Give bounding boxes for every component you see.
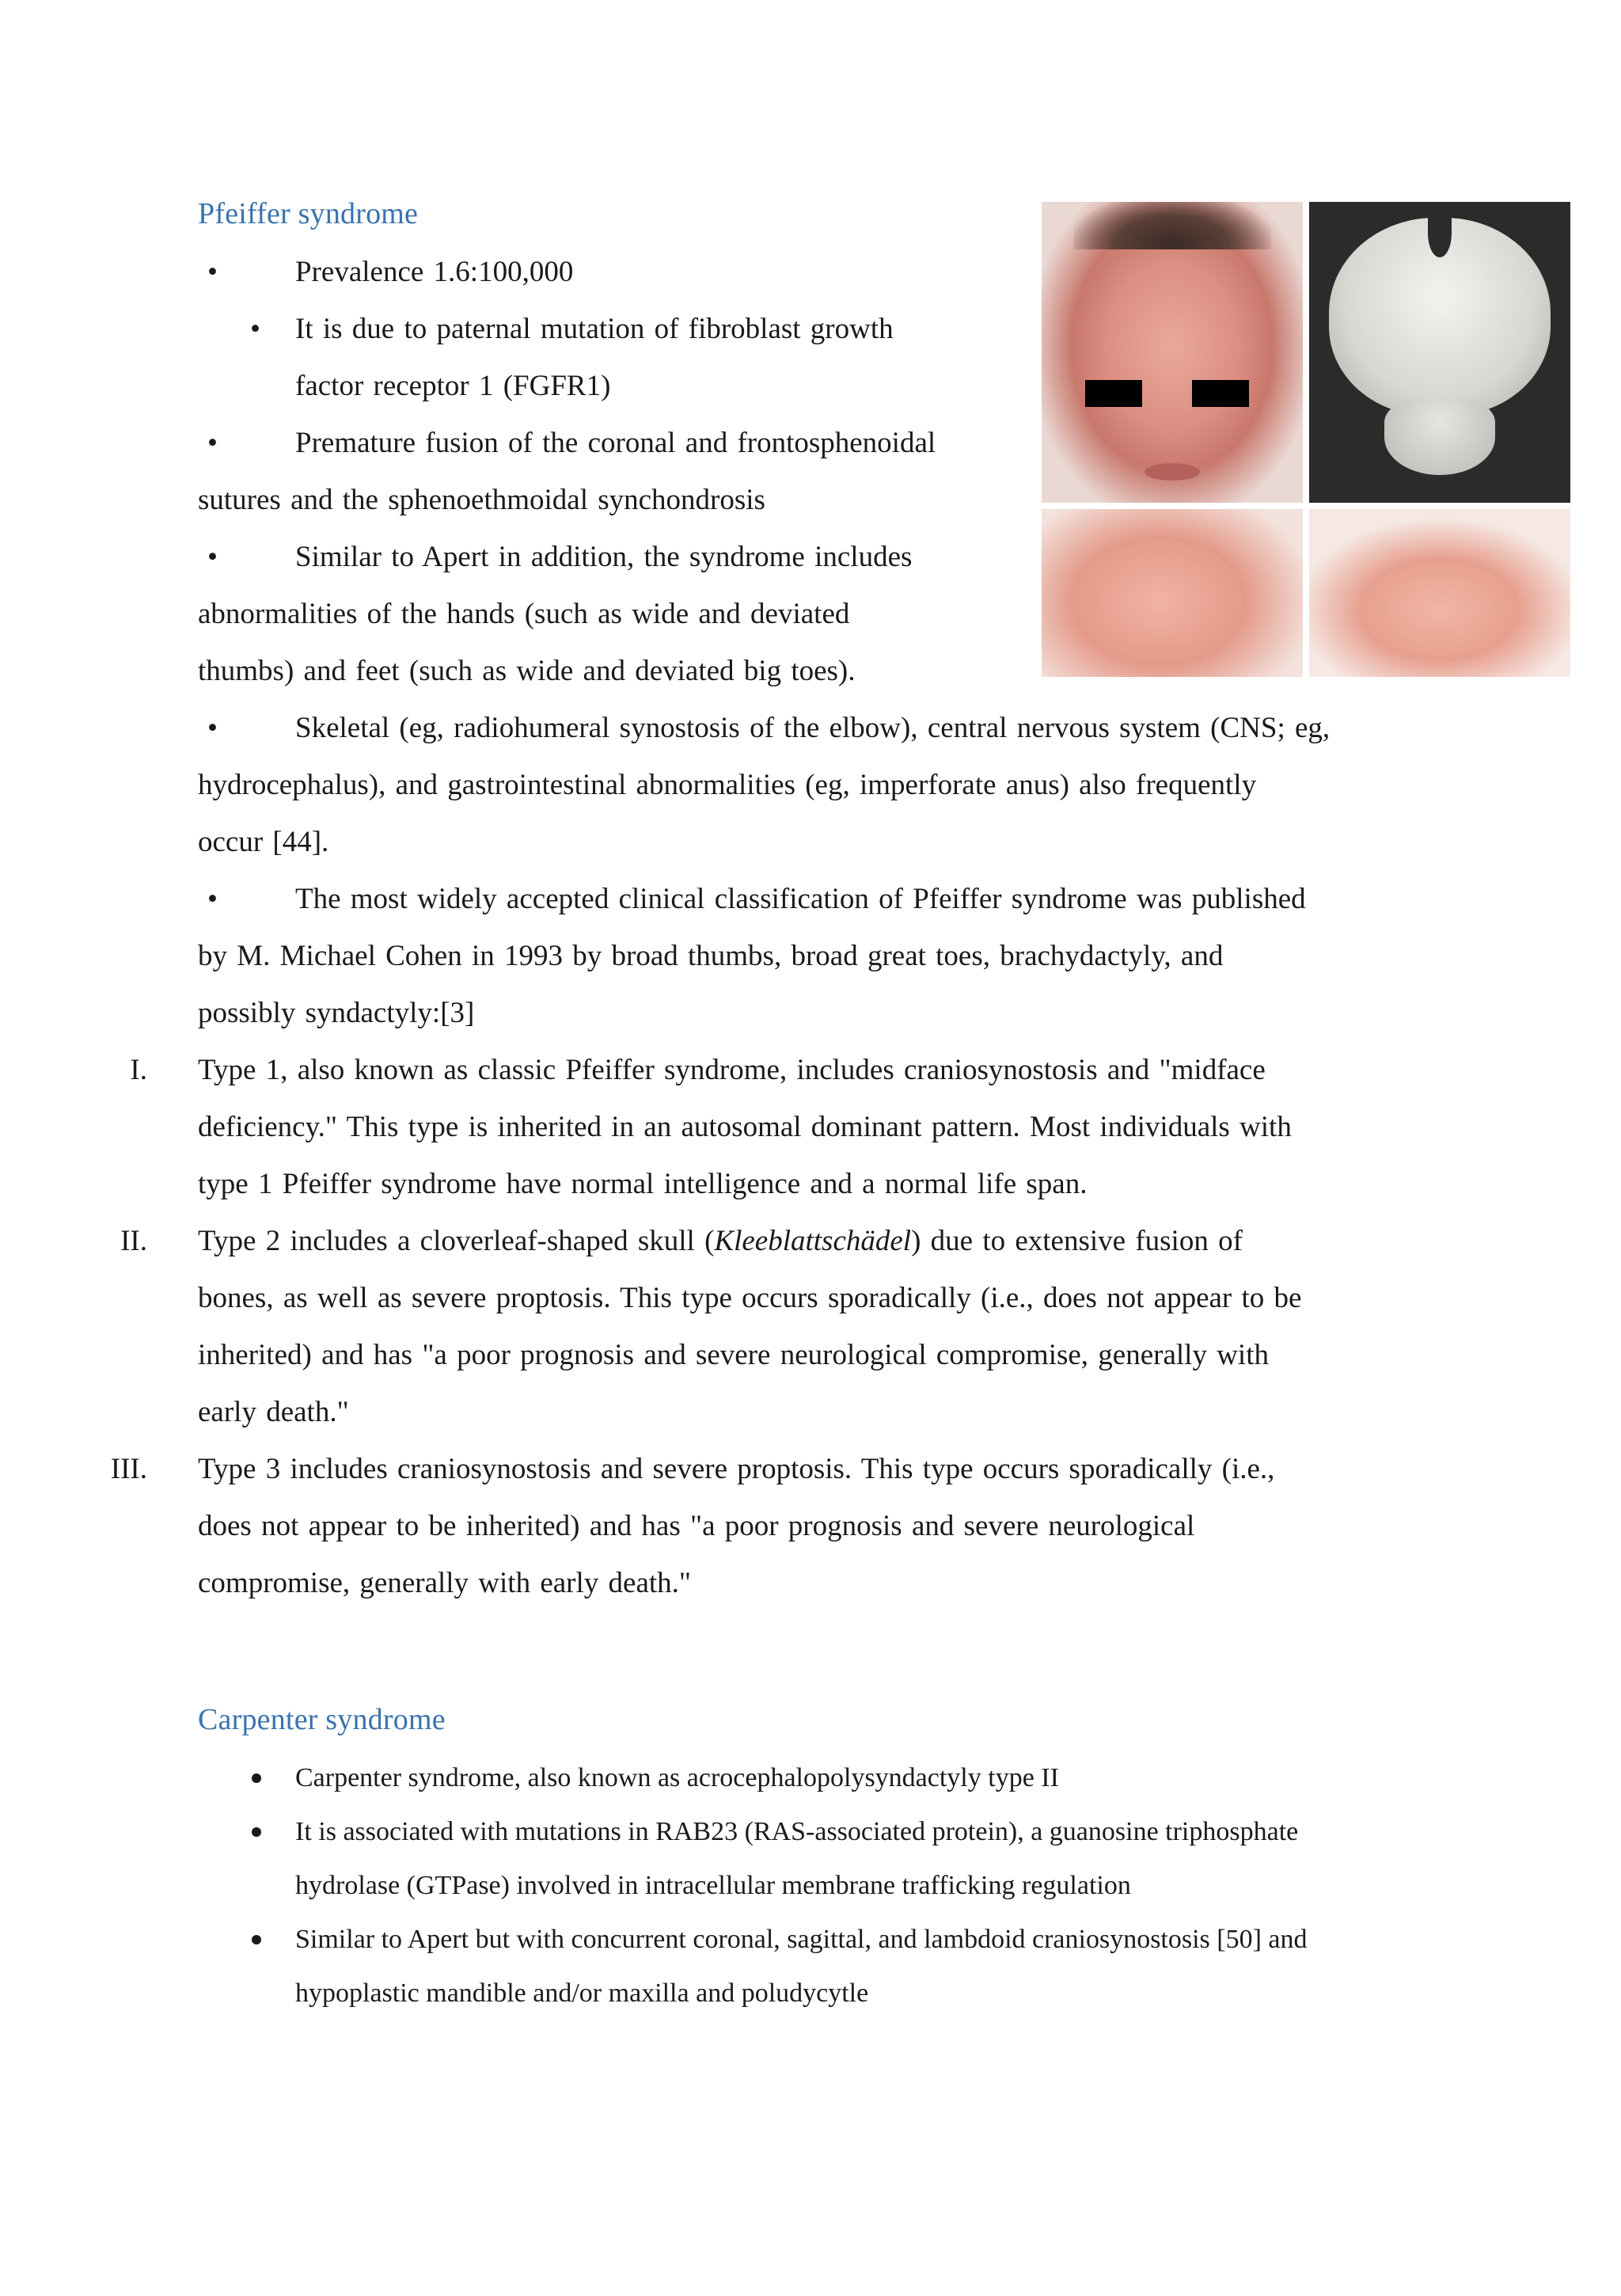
bullet-3: • [207,427,218,459]
pfeiffer-apert-line1: Similar to Apert in addition, the syndrome includes [295,541,913,573]
carpenter-bullet-1 [252,1773,261,1783]
pfeiffer-prevalence: Prevalence 1.6:100,000 [295,256,574,288]
pfeiffer-classification-line2: by M. Michael Cohen in 1993 by broad thumbs, broad great toes, brachydactyly, and [198,940,1224,972]
type-3-line2: does not appear to be inherited) and has "a poor prognosis and severe neurological [198,1510,1195,1542]
type-2-line1 [198,1224,1243,1259]
type-3-line1: Type 3 includes craniosynostosis and severe proptosis. This type occurs sporadically (i.e., [198,1453,1275,1485]
pfeiffer-classification-line3: possibly syndactyly:[3] [198,997,475,1029]
carpenter-apert-line1: Similar to Apert but with concurrent coronal, sagittal, and lambdoid craniosynostosis [50] and [295,1925,1308,1954]
bullet-2: • [250,313,260,345]
pfeiffer-photo-collage [1042,202,1570,677]
carpenter-rab23-line2: hydrolase (GTPase) involved in intracellular membrane trafficking regulation [295,1871,1131,1900]
kleeblattschadel-term: Kleeblattschädel [714,1225,912,1257]
skull-ct-image [1309,202,1570,503]
bullet-6: • [207,883,218,915]
type-2-line1-pre: Type 2 includes a cloverleaf-shaped skull ( [198,1225,715,1257]
type-1-line2: deficiency." This type is inherited in an autosomal dominant pattern. Most individuals with [198,1111,1292,1143]
infant-face-photo [1042,202,1303,503]
type-2-line2: bones, as well as severe proptosis. This type occurs sporadically (i.e., does not appear to be [198,1282,1302,1314]
type-2-line3: inherited) and has "a poor prognosis and severe neurological compromise, generally with [198,1339,1269,1371]
type-2-numeral: II. [120,1225,147,1257]
carpenter-aka: Carpenter syndrome, also known as acrocephalopolysyndactyly type II [295,1763,1059,1792]
type-3-line3: compromise, generally with early death." [198,1567,692,1599]
pfeiffer-heading: Pfeiffer syndrome [198,197,419,230]
carpenter-rab23-line1: It is associated with mutations in RAB23 (RAS-associated protein), a guanosine triphosphate [295,1817,1299,1846]
type-1-numeral: I. [130,1054,147,1086]
pfeiffer-skeletal-line3: occur [44]. [198,826,329,858]
pfeiffer-fusion-line1: Premature fusion of the coronal and frontosphenoidal [295,427,936,459]
type-3-numeral: III. [110,1453,147,1485]
bullet-1: • [207,256,218,288]
pfeiffer-fusion-line2: sutures and the sphenoethmoidal synchondrosis [198,484,765,516]
type-2-line1-post: ) due to extensive fusion of [911,1225,1243,1257]
type-1-line1: Type 1, also known as classic Pfeiffer syndrome, includes craniosynostosis and "midface [198,1054,1266,1086]
broad-thumb-hand-photo [1042,509,1303,677]
pfeiffer-fgfr1-line1: It is due to paternal mutation of fibroblast growth [295,313,894,345]
carpenter-bullet-2 [252,1827,261,1837]
type-2-line4: early death." [198,1396,349,1428]
pfeiffer-apert-line2: abnormalities of the hands (such as wide and deviated [198,598,850,630]
pfeiffer-apert-line3: thumbs) and feet (such as wide and deviated big toes). [198,655,856,687]
broad-toe-foot-photo [1309,509,1570,677]
carpenter-heading: Carpenter syndrome [198,1703,446,1736]
pfeiffer-classification-line1: The most widely accepted clinical classification of Pfeiffer syndrome was published [295,883,1306,915]
pfeiffer-skeletal-line1: Skeletal (eg, radiohumeral synostosis of the elbow), central nervous system (CNS; eg, [295,712,1331,744]
pfeiffer-skeletal-line2: hydrocephalus), and gastrointestinal abnormalities (eg, imperforate anus) also frequently [198,769,1257,801]
type-1-line3: type 1 Pfeiffer syndrome have normal intelligence and a normal life span. [198,1168,1088,1200]
pfeiffer-fgfr1-line2: factor receptor 1 (FGFR1) [295,370,611,402]
carpenter-apert-line2: hypoplastic mandible and/or maxilla and poludycytle [295,1979,869,2008]
bullet-4: • [207,541,218,573]
bullet-5: • [207,712,218,744]
carpenter-bullet-3 [252,1935,261,1944]
